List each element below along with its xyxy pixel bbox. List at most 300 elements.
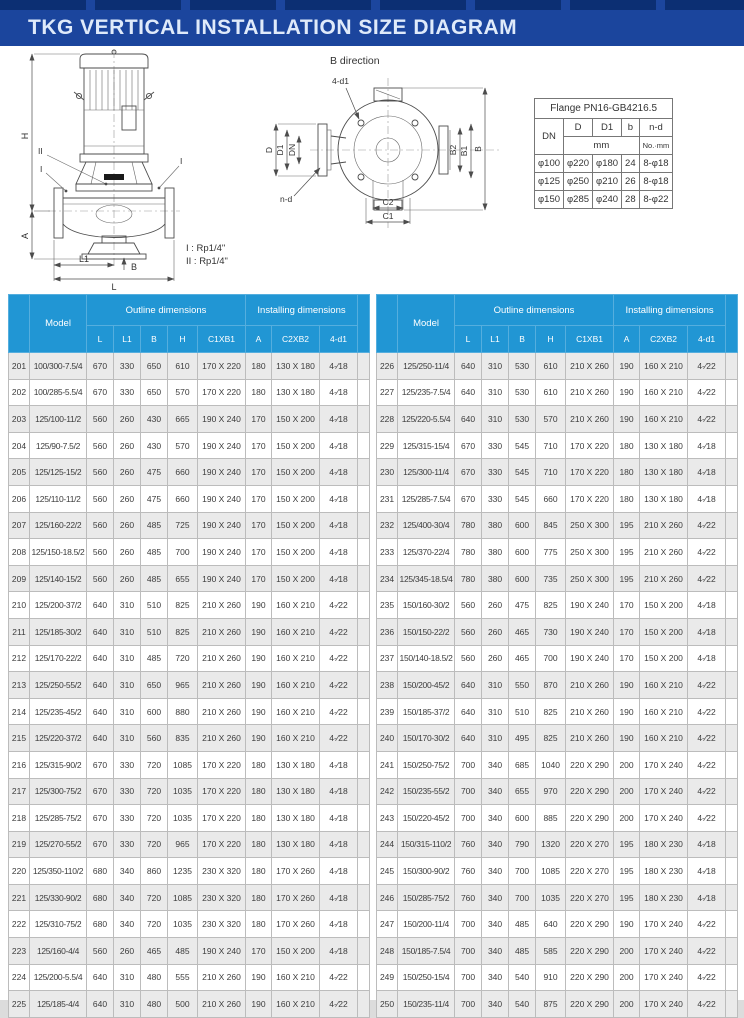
flange-unit-nd: No.·mm xyxy=(639,137,673,155)
value-cell: 4-∕18 xyxy=(688,645,726,672)
value-cell: 170 X 240 xyxy=(640,964,688,991)
value-cell: 150 X 200 xyxy=(272,938,320,965)
dim-b-right-label: B xyxy=(473,146,483,152)
col-b: B xyxy=(509,326,536,353)
table-row xyxy=(377,778,738,805)
table-row xyxy=(9,938,370,965)
value-cell: φ125 xyxy=(535,173,564,191)
value-cell: 130 X 180 xyxy=(272,751,320,778)
spacer-cell xyxy=(358,698,370,725)
spacer-col-header xyxy=(726,295,738,353)
table-row xyxy=(9,884,370,911)
spacer-cell xyxy=(358,672,370,699)
value-cell: 700 xyxy=(455,911,482,938)
spacer-cell xyxy=(358,512,370,539)
value-cell: 220 X 290 xyxy=(566,751,614,778)
model-cell: 150/315-110/2 xyxy=(398,831,455,858)
value-cell: 700 xyxy=(509,858,536,885)
value-cell: 480 xyxy=(141,991,168,1018)
value-cell: 760 xyxy=(455,831,482,858)
value-cell: 180 X 230 xyxy=(640,884,688,911)
dim-d1-label: D1 xyxy=(275,144,285,156)
value-cell: 640 xyxy=(87,964,114,991)
spacer-cell xyxy=(358,459,370,486)
value-cell: 4-∕18 xyxy=(320,379,358,406)
value-cell: 465 xyxy=(141,938,168,965)
value-cell: 720 xyxy=(141,751,168,778)
value-cell: 310 xyxy=(114,672,141,699)
spacer-cell xyxy=(726,831,738,858)
value-cell: 4-∕18 xyxy=(320,512,358,539)
value-cell: 665 xyxy=(168,406,198,433)
table-row xyxy=(9,565,370,592)
value-cell: 650 xyxy=(141,353,168,380)
row-number: 210 xyxy=(9,592,30,619)
value-cell: 790 xyxy=(509,831,536,858)
value-cell: 170 X 240 xyxy=(640,778,688,805)
model-cell: 150/250-15/4 xyxy=(398,964,455,991)
row-number: 238 xyxy=(377,672,398,699)
value-cell: 640 xyxy=(536,911,566,938)
value-cell: 825 xyxy=(536,592,566,619)
value-cell: 8-φ22 xyxy=(639,191,673,209)
value-cell: 560 xyxy=(455,618,482,645)
value-cell: 720 xyxy=(141,911,168,938)
value-cell: 170 X 240 xyxy=(640,751,688,778)
value-cell: 130 X 180 xyxy=(640,432,688,459)
spacer-cell xyxy=(726,858,738,885)
value-cell: 180 xyxy=(614,485,640,512)
value-cell: 190 xyxy=(614,911,640,938)
value-cell: 170 X 220 xyxy=(198,805,246,832)
spacer-cell xyxy=(358,938,370,965)
value-cell: 200 xyxy=(614,751,640,778)
spacer-cell xyxy=(358,911,370,938)
value-cell: 180 X 230 xyxy=(640,858,688,885)
value-cell: 4-∕22 xyxy=(688,725,726,752)
col-c1xb1: C1XB1 xyxy=(198,326,246,353)
value-cell: 340 xyxy=(482,778,509,805)
spacer-cell xyxy=(726,485,738,512)
value-cell: 640 xyxy=(455,406,482,433)
value-cell: 190 xyxy=(614,725,640,752)
value-cell: 170 xyxy=(246,459,272,486)
table-row xyxy=(377,964,738,991)
value-cell: 340 xyxy=(482,751,509,778)
value-cell: 380 xyxy=(482,512,509,539)
value-cell: 200 xyxy=(614,991,640,1018)
model-cell: 125/330-90/2 xyxy=(30,884,87,911)
table-row xyxy=(377,379,738,406)
value-cell: 560 xyxy=(87,565,114,592)
model-cell: 125/345-18.5/4 xyxy=(398,565,455,592)
value-cell: 180 xyxy=(614,432,640,459)
value-cell: 4-∕18 xyxy=(688,459,726,486)
table-row xyxy=(377,512,738,539)
value-cell: 190 X 240 xyxy=(566,645,614,672)
model-cell: 150/150-22/2 xyxy=(398,618,455,645)
value-cell: 220 X 290 xyxy=(566,911,614,938)
value-cell: 195 xyxy=(614,831,640,858)
value-cell: 560 xyxy=(87,459,114,486)
spacer-cell xyxy=(726,672,738,699)
value-cell: 180 xyxy=(246,751,272,778)
value-cell: 475 xyxy=(141,485,168,512)
spacer-cell xyxy=(358,565,370,592)
table-row xyxy=(9,751,370,778)
value-cell: 485 xyxy=(509,938,536,965)
dim-l1-label: L1 xyxy=(78,254,90,264)
row-number: 226 xyxy=(377,353,398,380)
value-cell: 640 xyxy=(87,645,114,672)
value-cell: 210 X 260 xyxy=(198,725,246,752)
value-cell: 220 X 290 xyxy=(566,778,614,805)
value-cell: 530 xyxy=(509,379,536,406)
value-cell: 190 X 240 xyxy=(198,512,246,539)
spacer-cell xyxy=(726,618,738,645)
dimension-tables xyxy=(0,292,744,1018)
value-cell: 220 X 290 xyxy=(566,805,614,832)
value-cell: 170 xyxy=(246,406,272,433)
value-cell: 150 X 200 xyxy=(272,485,320,512)
num-col-header xyxy=(377,295,398,353)
value-cell: 4-∕22 xyxy=(688,353,726,380)
value-cell: 260 xyxy=(114,565,141,592)
table-row xyxy=(535,173,673,191)
value-cell: 190 X 240 xyxy=(566,592,614,619)
value-cell: 430 xyxy=(141,406,168,433)
value-cell: 4-∕22 xyxy=(320,592,358,619)
value-cell: 260 xyxy=(482,645,509,672)
value-cell: 170 xyxy=(246,432,272,459)
outline-group-header: Outline dimensions xyxy=(87,295,246,326)
value-cell: 670 xyxy=(455,432,482,459)
value-cell: 170 xyxy=(246,565,272,592)
dim-l-label: L xyxy=(111,282,117,292)
table-row xyxy=(377,618,738,645)
model-cell: 125/270-55/2 xyxy=(30,831,87,858)
value-cell: 220 X 290 xyxy=(566,964,614,991)
value-cell: 170 X 220 xyxy=(198,379,246,406)
table-row xyxy=(377,698,738,725)
value-cell: 970 xyxy=(536,778,566,805)
value-cell: 640 xyxy=(87,672,114,699)
col-a: A xyxy=(246,326,272,353)
value-cell: 150 X 200 xyxy=(272,565,320,592)
nd-callout-label: n-d xyxy=(280,194,293,204)
value-cell: 310 xyxy=(114,698,141,725)
value-cell: 170 xyxy=(246,539,272,566)
model-cell: 150/200-45/2 xyxy=(398,672,455,699)
value-cell: 600 xyxy=(509,539,536,566)
port-i-right-label: I xyxy=(180,156,183,166)
model-cell: 125/160-4/4 xyxy=(30,938,87,965)
value-cell: 170 xyxy=(614,592,640,619)
table-row xyxy=(377,592,738,619)
value-cell: 170 X 220 xyxy=(198,831,246,858)
value-cell: 730 xyxy=(536,618,566,645)
model-cell: 125/185-30/2 xyxy=(30,618,87,645)
value-cell: 170 xyxy=(246,512,272,539)
value-cell: 4-∕18 xyxy=(320,858,358,885)
value-cell: 670 xyxy=(87,778,114,805)
value-cell: 200 xyxy=(614,778,640,805)
value-cell: 24 xyxy=(622,155,640,173)
value-cell: 825 xyxy=(536,698,566,725)
col-h: H xyxy=(536,326,566,353)
flange-col-nd: n-d xyxy=(639,119,673,137)
model-cell: 150/170-30/2 xyxy=(398,725,455,752)
row-number: 218 xyxy=(9,805,30,832)
value-cell: 640 xyxy=(87,698,114,725)
model-col-header: Model xyxy=(30,295,87,353)
model-cell: 125/200-5.5/4 xyxy=(30,964,87,991)
value-cell: 170 X 240 xyxy=(640,938,688,965)
col-c2xb2: C2XB2 xyxy=(272,326,320,353)
row-number: 249 xyxy=(377,964,398,991)
row-number: 230 xyxy=(377,459,398,486)
table-row xyxy=(377,884,738,911)
value-cell: 4-∕22 xyxy=(320,964,358,991)
spacer-cell xyxy=(726,406,738,433)
value-cell: 4-∕18 xyxy=(320,406,358,433)
row-number: 234 xyxy=(377,565,398,592)
table-row xyxy=(535,191,673,209)
table-row xyxy=(9,459,370,486)
model-cell: 150/250-75/2 xyxy=(398,751,455,778)
spacer-cell xyxy=(358,884,370,911)
value-cell: 380 xyxy=(482,539,509,566)
value-cell: 190 xyxy=(246,645,272,672)
table-row xyxy=(377,645,738,672)
col-b: B xyxy=(141,326,168,353)
table-row xyxy=(377,353,738,380)
spacer-cell xyxy=(358,778,370,805)
model-cell: 125/285-7.5/4 xyxy=(398,485,455,512)
value-cell: 495 xyxy=(509,725,536,752)
outline-group-header: Outline dimensions xyxy=(455,295,614,326)
value-cell: 735 xyxy=(536,565,566,592)
table-row xyxy=(377,432,738,459)
spacer-cell xyxy=(726,459,738,486)
table-row xyxy=(9,805,370,832)
value-cell: 170 X 220 xyxy=(566,485,614,512)
note-port-ii: II : Rp1/4" xyxy=(186,256,228,267)
row-number: 228 xyxy=(377,406,398,433)
dim-d-label: D xyxy=(264,146,274,154)
bolt-callout-label: 4-d1 xyxy=(332,76,350,86)
spacer-cell xyxy=(358,831,370,858)
value-cell: 340 xyxy=(482,831,509,858)
value-cell: 700 xyxy=(455,991,482,1018)
value-cell: 1085 xyxy=(168,884,198,911)
model-cell: 125/200-37/2 xyxy=(30,592,87,619)
spacer-cell xyxy=(726,512,738,539)
value-cell: 160 X 210 xyxy=(272,618,320,645)
model-cell: 125/285-75/2 xyxy=(30,805,87,832)
value-cell: 250 X 300 xyxy=(566,539,614,566)
value-cell: 760 xyxy=(455,858,482,885)
table-row xyxy=(377,938,738,965)
row-number: 203 xyxy=(9,406,30,433)
value-cell: 190 xyxy=(614,406,640,433)
value-cell: 510 xyxy=(141,592,168,619)
value-cell: 485 xyxy=(168,938,198,965)
value-cell: 1035 xyxy=(536,884,566,911)
value-cell: 210 X 260 xyxy=(566,353,614,380)
model-cell: 125/300-75/2 xyxy=(30,778,87,805)
col-4d1: 4-d1 xyxy=(688,326,726,353)
value-cell: 700 xyxy=(509,884,536,911)
value-cell: 260 xyxy=(482,592,509,619)
row-number: 201 xyxy=(9,353,30,380)
b-direction-title: B direction xyxy=(330,55,380,67)
value-cell: 4-∕22 xyxy=(688,964,726,991)
value-cell: 610 xyxy=(536,353,566,380)
model-cell: 125/170-22/2 xyxy=(30,645,87,672)
spacer-cell xyxy=(726,751,738,778)
value-cell: 4-∕18 xyxy=(320,485,358,512)
value-cell: 170 X 220 xyxy=(566,459,614,486)
value-cell: 760 xyxy=(455,884,482,911)
dim-h-label: H xyxy=(20,132,30,140)
value-cell: 700 xyxy=(168,539,198,566)
spacer-cell xyxy=(726,645,738,672)
value-cell: 190 X 240 xyxy=(198,485,246,512)
value-cell: 485 xyxy=(141,565,168,592)
spacer-cell xyxy=(726,911,738,938)
value-cell: φ180 xyxy=(593,155,622,173)
row-number: 202 xyxy=(9,379,30,406)
value-cell: 230 X 320 xyxy=(198,858,246,885)
model-cell: 150/200-11/4 xyxy=(398,911,455,938)
table-row xyxy=(9,512,370,539)
value-cell: 170 X 240 xyxy=(640,805,688,832)
model-cell: 150/235-55/2 xyxy=(398,778,455,805)
value-cell: 4-∕18 xyxy=(320,565,358,592)
value-cell: 560 xyxy=(87,938,114,965)
row-number: 229 xyxy=(377,432,398,459)
value-cell: 660 xyxy=(168,485,198,512)
row-number: 215 xyxy=(9,725,30,752)
value-cell: 680 xyxy=(87,911,114,938)
row-number: 220 xyxy=(9,858,30,885)
value-cell: 670 xyxy=(87,379,114,406)
value-cell: 670 xyxy=(87,751,114,778)
value-cell: 4-∕18 xyxy=(688,884,726,911)
dim-b-label: B xyxy=(131,262,138,272)
value-cell: 250 X 300 xyxy=(566,565,614,592)
model-cell: 125/315-15/4 xyxy=(398,432,455,459)
row-number: 205 xyxy=(9,459,30,486)
value-cell: 160 X 210 xyxy=(640,353,688,380)
value-cell: 965 xyxy=(168,831,198,858)
diagram-section xyxy=(0,46,744,292)
value-cell: 310 xyxy=(114,725,141,752)
value-cell: 190 xyxy=(246,618,272,645)
model-cell: 150/185-37/2 xyxy=(398,698,455,725)
value-cell: 4-∕18 xyxy=(688,485,726,512)
value-cell: 160 X 210 xyxy=(640,698,688,725)
value-cell: 4-∕22 xyxy=(320,672,358,699)
model-cell: 125/310-75/2 xyxy=(30,911,87,938)
table-row xyxy=(377,725,738,752)
spacer-cell xyxy=(358,725,370,752)
row-number: 241 xyxy=(377,751,398,778)
row-number: 231 xyxy=(377,485,398,512)
model-cell: 125/185-4/4 xyxy=(30,991,87,1018)
row-number: 246 xyxy=(377,884,398,911)
value-cell: 1040 xyxy=(536,751,566,778)
value-cell: 860 xyxy=(141,858,168,885)
left-table-body xyxy=(9,353,370,1018)
value-cell: 775 xyxy=(536,539,566,566)
value-cell: 710 xyxy=(536,459,566,486)
table-row xyxy=(377,751,738,778)
value-cell: 720 xyxy=(168,645,198,672)
value-cell: 700 xyxy=(455,751,482,778)
row-number: 214 xyxy=(9,698,30,725)
value-cell: 210 X 260 xyxy=(566,406,614,433)
top-strip xyxy=(0,0,744,10)
spacer-cell xyxy=(358,964,370,991)
value-cell: 700 xyxy=(455,805,482,832)
value-cell: 1035 xyxy=(168,805,198,832)
value-cell: 150 X 200 xyxy=(640,645,688,672)
value-cell: 170 X 220 xyxy=(198,751,246,778)
dim-a-label: A xyxy=(20,232,30,240)
value-cell: 545 xyxy=(509,432,536,459)
value-cell: 4-∕18 xyxy=(320,751,358,778)
value-cell: φ100 xyxy=(535,155,564,173)
row-number: 248 xyxy=(377,938,398,965)
value-cell: 330 xyxy=(114,831,141,858)
value-cell: 4-∕18 xyxy=(320,911,358,938)
value-cell: 4-∕18 xyxy=(320,884,358,911)
value-cell: 340 xyxy=(114,858,141,885)
value-cell: 220 X 270 xyxy=(566,831,614,858)
value-cell: 180 xyxy=(246,858,272,885)
model-cell: 125/235-45/2 xyxy=(30,698,87,725)
value-cell: 870 xyxy=(536,672,566,699)
value-cell: 210 X 260 xyxy=(566,725,614,752)
value-cell: φ250 xyxy=(564,173,593,191)
col-a: A xyxy=(614,326,640,353)
dimension-table-left xyxy=(8,294,370,1018)
value-cell: 4-∕22 xyxy=(688,379,726,406)
value-cell: 465 xyxy=(509,645,536,672)
value-cell: 4-∕22 xyxy=(320,991,358,1018)
value-cell: 160 X 210 xyxy=(272,991,320,1018)
value-cell: 190 X 240 xyxy=(198,565,246,592)
value-cell: 380 xyxy=(482,565,509,592)
value-cell: 170 X 240 xyxy=(640,911,688,938)
value-cell: 230 X 320 xyxy=(198,911,246,938)
value-cell: 160 X 210 xyxy=(640,672,688,699)
spacer-cell xyxy=(358,539,370,566)
value-cell: 4-∕18 xyxy=(688,618,726,645)
value-cell: 190 xyxy=(246,698,272,725)
value-cell: 600 xyxy=(509,512,536,539)
value-cell: 210 X 260 xyxy=(640,539,688,566)
value-cell: 310 xyxy=(114,592,141,619)
table-row xyxy=(9,964,370,991)
value-cell: 210 X 260 xyxy=(198,964,246,991)
row-number: 223 xyxy=(9,938,30,965)
value-cell: 260 xyxy=(114,539,141,566)
value-cell: 250 X 300 xyxy=(566,512,614,539)
row-number: 239 xyxy=(377,698,398,725)
